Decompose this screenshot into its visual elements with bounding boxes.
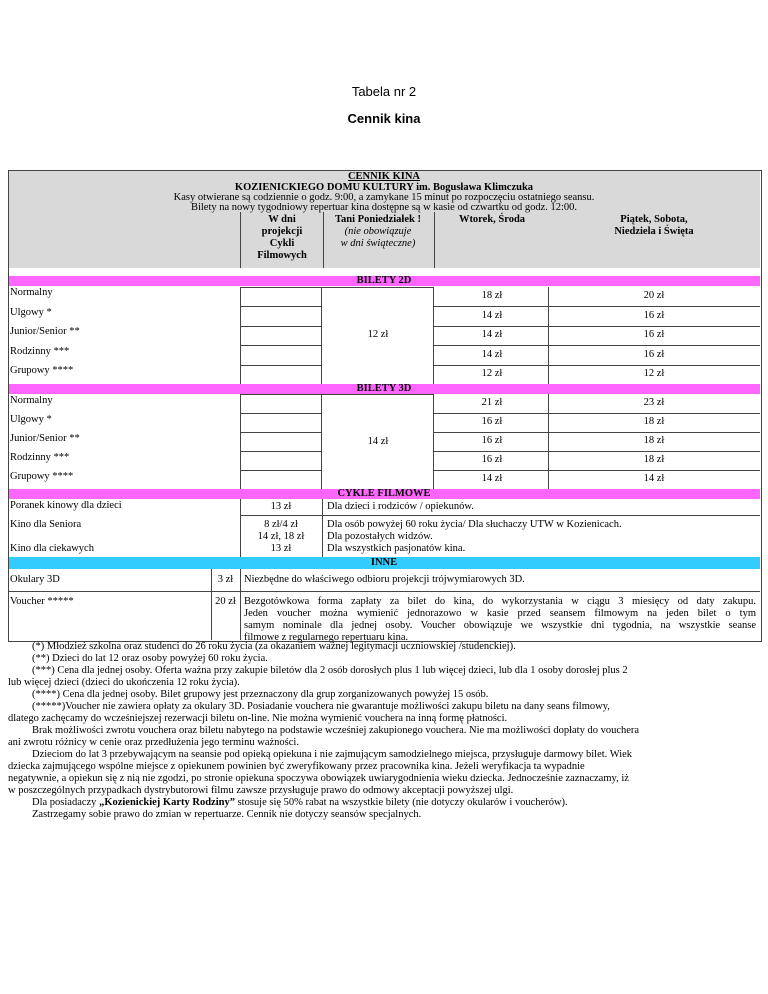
cycle-extra-desc: Dla wszystkich pasjonatów kina.	[327, 543, 466, 554]
voucher-label: Voucher *****	[10, 596, 74, 607]
row-3d-reduced-label: Ulgowy *	[10, 414, 52, 425]
price-3d-family-fri: 18 zł	[643, 454, 665, 465]
row-2d-family-label: Rodzinny ***	[10, 346, 70, 357]
footnote-7d: w poszczególnych przypadkach dystrybutorowi filmu zawsze przysługuje prawo do odmowy akceptacji powyższej ulgi.	[8, 785, 514, 796]
monday-price-2d: 12 zł	[367, 329, 389, 340]
row-3d-family-label: Rodzinny ***	[10, 452, 70, 463]
footnote-8-card: „Kozienickiej Karty Rodziny”	[99, 797, 235, 808]
cycle-curious-price: 13 zł	[270, 543, 292, 554]
glasses-price: 3 zł	[217, 574, 234, 585]
price-3d-reduced-fri: 18 zł	[643, 416, 665, 427]
price-2d-group-fri: 12 zł	[643, 368, 665, 379]
header-tue: Wtorek, Środa	[458, 214, 526, 225]
header-monday: Tani Poniedziałek !	[335, 214, 421, 225]
header-cycles-l3: Cykli	[269, 238, 295, 249]
header-cycles-l1: W dni	[268, 214, 296, 225]
price-3d-junior-fri: 18 zł	[643, 435, 665, 446]
footnote-8-before: Dla posiadaczy	[32, 797, 100, 808]
price-2d-family-fri: 16 zł	[643, 349, 665, 360]
header-fri-l2: Niedziela i Święta	[614, 226, 694, 237]
footnote-9: Zastrzegamy sobie prawo do zmian w repertuarze. Cennik nie dotyczy seansów specjalnych.	[32, 809, 422, 820]
tickets-3d-title: BILETY 3D	[356, 383, 412, 394]
cycle-morning-price: 13 zł	[270, 501, 292, 512]
price-2d-junior-tue: 14 zł	[481, 329, 503, 340]
row-3d-junior-label: Junior/Senior **	[10, 433, 80, 444]
header-line2: KOZIENICKIEGO DOMU KULTURY im. Bogusława Klimczuka	[234, 182, 534, 193]
other-title: INNE	[370, 557, 398, 568]
price-2d-group-tue: 12 zł	[481, 368, 503, 379]
header-monday-note2: w dni świąteczne)	[340, 238, 416, 249]
cycle-morning-label: Poranek kinowy dla dzieci	[10, 500, 122, 511]
footnote-6a: Brak możliwości zwrotu vouchera oraz biletu nabytego na podstawie wcześniej zakupionego vouchera. Nie ma możliwości dopłaty do vouchera	[32, 725, 640, 736]
cycle-senior-desc: Dla osób powyżej 60 roku życia/ Dla słuchaczy UTW w Kozienicach.	[327, 519, 622, 530]
footnote-6b: ani zwrotu różnicy w cenie oraz przedłużenia jego terminu ważności.	[8, 737, 299, 748]
header-line4: Bilety na nowy tygodniowy repertuar kina dostępne są w kasie od czwartku od godz. 12:00.	[190, 202, 578, 213]
header-fri-l1: Piątek, Sobota,	[620, 214, 688, 225]
price-3d-normal-fri: 23 zł	[643, 397, 665, 408]
header-cycles-l4: Filmowych	[257, 250, 307, 261]
cycle-senior-label: Kino dla Seniora	[10, 519, 82, 530]
row-2d-normal-label: Normalny	[10, 287, 53, 298]
header-monday-note1: (nie obowiązuje	[344, 226, 412, 237]
footnote-8	[8, 797, 760, 809]
tickets-2d-title: BILETY 2D	[356, 275, 412, 286]
price-3d-family-tue: 16 zł	[481, 454, 503, 465]
cycle-senior-price1: 8 zł/4 zł	[264, 519, 298, 530]
price-3d-junior-tue: 16 zł	[481, 435, 503, 446]
cycle-curious-desc: Dla pozostałych widzów.	[327, 531, 433, 542]
price-2d-reduced-fri: 16 zł	[643, 310, 665, 321]
cycles-title: CYKLE FILMOWE	[337, 488, 431, 499]
voucher-price: 20 zł	[215, 596, 236, 607]
price-3d-group-fri: 14 zł	[643, 473, 665, 484]
page-title: Cennik kina	[347, 111, 421, 126]
footnote-7b: dziecka zajmującego wspólne miejsce z opiekunem powinien być zweryfikowany przez pracownika kina. Jeżeli weryfikacja ta wypadnie	[8, 761, 585, 772]
footnote-7c: negatywnie, a opiekun się z nią nie zgodzi, po stronie opiekuna spoczywa obowiązek uwiarygodnienia wieku dziecka. Jednocześnie zaznaczamy, iż	[8, 773, 629, 784]
voucher-desc-1: Bezgotówkowa forma zapłaty za bilet do kina, do wykorzystania w ciągu 3 miesięcy od daty zakupu.	[244, 596, 756, 607]
footnote-7a: Dzieciom do lat 3 przebywającym na seansie pod opieką opiekuna i nie zajmującym samodzielnego miejsca, przysługuje darmowy bilet. Wiek	[32, 749, 633, 760]
footnote-5b: dlatego zachęcamy do wcześniejszej rezerwacji biletu on-line. Nie można wymienić vouchera na inną formę płatności.	[8, 713, 508, 724]
header-cycles-l2: projekcji	[261, 226, 303, 237]
row-2d-group-label: Grupowy ****	[10, 365, 74, 376]
cycle-curious-label: Kino dla ciekawych	[10, 543, 94, 554]
row-3d-group-label: Grupowy ****	[10, 471, 74, 482]
footnote-1: (*) Młodzież szkolna oraz studenci do 26 roku życia (za okazaniem ważnej legitymacji uczniowskiej /studenckiej).	[32, 641, 516, 652]
price-3d-normal-tue: 21 zł	[481, 397, 503, 408]
price-2d-normal-fri: 20 zł	[643, 290, 665, 301]
row-2d-junior-label: Junior/Senior **	[10, 326, 80, 337]
footnotes	[8, 641, 760, 821]
footnote-8-after: stosuje się 50% rabat na wszystkie bilety (nie dotyczy okularów i voucherów).	[234, 797, 568, 808]
price-2d-reduced-tue: 14 zł	[481, 310, 503, 321]
row-2d-reduced-label: Ulgowy *	[10, 307, 52, 318]
price-3d-group-tue: 14 zł	[481, 473, 503, 484]
glasses-desc: Niezbędne do właściwego odbioru projekcji trójwymiarowych 3D.	[244, 574, 525, 585]
price-3d-reduced-tue: 16 zł	[481, 416, 503, 427]
header-line3: Kasy otwierane są codziennie o godz. 9:00, a zamykane 15 minut po rozpoczęciu ostatniego seansu.	[173, 192, 595, 203]
price-2d-normal-tue: 18 zł	[481, 290, 503, 301]
cycle-morning-desc: Dla dzieci i rodziców / opiekunów.	[327, 501, 474, 512]
monday-price-3d: 14 zł	[367, 436, 389, 447]
footnote-5a: (*****)Voucher nie zawiera opłaty za okulary 3D. Posiadanie vouchera nie gwarantuje możliwości zakupu biletu na dany seans filmowy,	[32, 701, 610, 712]
cycle-senior-price2: 14 zł, 18 zł	[257, 531, 305, 542]
footnote-3a: (***) Cena dla jednej osoby. Oferta ważna przy zakupie biletów dla 2 osób dorosłych plus 1 lub więcej dzieci, lub dla 1 osoby dorosłej plus 2	[32, 665, 628, 676]
row-3d-normal-label: Normalny	[10, 395, 53, 406]
table-number: Tabela nr 2	[351, 84, 417, 99]
footnote-4: (****) Cena dla jednej osoby. Bilet grupowy jest przeznaczony dla grup zorganizowanych powyżej 15 osób.	[32, 689, 489, 700]
voucher-desc-2: Jeden voucher można wymienić jednorazowo w kasie przed seansem filmowym na jeden bilet o tym	[244, 608, 756, 619]
header-line1: CENNIK KINA	[347, 171, 421, 182]
glasses-label: Okulary 3D	[10, 574, 60, 585]
price-table-frame	[8, 170, 762, 642]
footnote-3b: lub więcej dzieci (dzieci do ukończenia 12 roku życia).	[8, 677, 240, 688]
voucher-desc-3: samym nominale dla jednej osoby. Voucher obowiązuje we wszystkie dni tygodnia, na wszystkie seanse	[244, 620, 756, 631]
price-2d-junior-fri: 16 zł	[643, 329, 665, 340]
footnote-2: (**) Dzieci do lat 12 oraz osoby powyżej 60 roku życia.	[32, 653, 268, 664]
price-2d-family-tue: 14 zł	[481, 349, 503, 360]
voucher-desc-4: filmowe z regularnego repertuaru kina.	[244, 632, 409, 643]
